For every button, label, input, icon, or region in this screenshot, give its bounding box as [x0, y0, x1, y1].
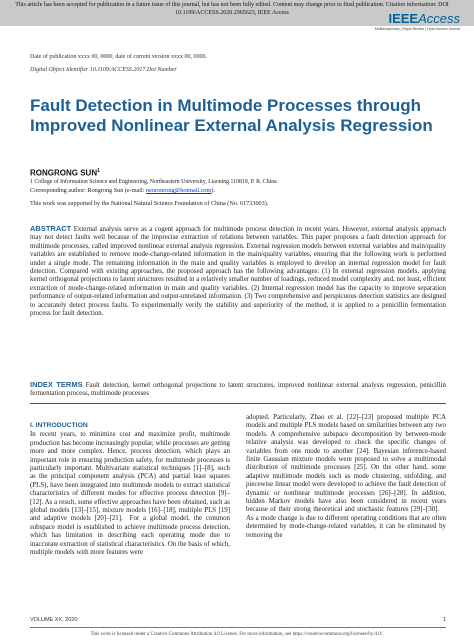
footer-divider	[30, 627, 446, 628]
body-column-right: adopted. Particularly, Zhao et al. [22]–[23] proposed multiple PCA models and multiple PLS models based on similarities between any two models. A comprehensive subspace decomposition by between-mode relative analysis was developed to check the specific changes of variables from one mode to another [24]. Bayesian inference-based finite Gaussian mixture models were proposed to solve a multimodal distribution of multimode processes [25]. On the other hand, some adaptive multimode models such as mode clustering, unfolding, and piecewise linear model were developed to achieve the fault detection of dynamic or nonlinear multimode processes [26]–[28]. In addition, hidden Markov models have also been considered in recent years because of their strong theoretical and stochastic features [29]–[30]. As a mode change is due to different operating conditions that are often determined by mode-change-related variables, it can be eliminated by removing the	[246, 414, 446, 539]
notice-line-2: 10.1109/ACCESS.2020.2965623, IEEE Access	[175, 10, 289, 16]
license-notice: This work is licensed under a Creative Commons Attribution 4.0 License. For more information, see https://creativecommons.org/licenses/by/4.0/.	[90, 632, 384, 637]
author-affil-mark: 1	[97, 168, 100, 174]
index-terms-heading: INDEX TERMS	[30, 380, 83, 389]
abstract-text: External analysis serve as a cogent approach for multimode process detection in recent years. However, external analysis approach may not detect faults well because of the imprecise extraction of relations between variables. This paper proposes a fault detection approach for multimode processes, called improved nonlinear external analysis regression. External regression models between external variables and main/quality variables are established to remove mode-change-related information in the main/quality variables, ensuring that the following work is performed under a single mode. The remaining information in the main and quality variables is employed to develop an internal regression model for fault detection. Compared with existing approaches, the proposed approach has the following advantages: (1) In external regression models, applying kernel orthogonal projections to latent structures resulted in a relatively smaller number of loadings, reduced model complexity and, not least, efficient extraction of mode-change-related information in main and quality variables. (2) Internal regression model has the capacity to improve separation performance of output-related information and output-unrelated information. (3) Two comprehensive and perspicuous detection statistics are designed to accurately detect process faults. To experimentally verify the stability and superiority of the method, it is applied to a penicillin fermentation process for fault detection.	[30, 226, 446, 318]
corresponding-suffix: ).	[211, 187, 215, 194]
funding-note: This work was supported by the National Natural Science Foundation of China (No. 61733003).	[30, 200, 269, 207]
column-left-text: In recent years, to minimize cost and maximize profit, multimode production has become increasingly popular, while processes are getting more and more complex. Hence, process detection, which plays an important role in ensuring production safety, for multimode processes is particularly important. Multivariate statistical techniques [1]–[8], such as the principal component analysis (PCA) and partial least squares (PLS), have been integrated into multimode models to extract statistical characteristics of different modes for effective process detection [9]–[12]. As a result, some effective approaches have been obtained, such as global models [13]–[15], mixture models [16]–[18], multiple PLS [19] and adaptive models [20]–[21]. For a global model, the common subspace model is established to achieve multimode process detection, which has limitation in describing each operating mode due to inaccurate extraction of statistical characteristics. On the basis of which, multiple models with more features were	[30, 431, 230, 557]
footer-page-number: 1	[442, 617, 446, 623]
corresponding-author	[30, 187, 215, 195]
journal-logo	[375, 10, 460, 31]
author-affiliation: 1 College of Information Science and Engineering, Northeastern University, Liaoning 110819, P. R. China	[30, 179, 277, 185]
section-heading-introduction: I. INTRODUCTION	[30, 422, 88, 429]
logo-access: Access	[418, 11, 460, 26]
abstract-block	[30, 225, 446, 318]
body-column-left	[30, 422, 230, 558]
section-divider	[30, 403, 446, 404]
corresponding-prefix: Corresponding author: Rongrong Sun (e-mail:	[30, 187, 147, 194]
doi-line: Digital Object Identifier 10.1109/ACCESS.2017.Doi Number	[30, 67, 177, 73]
publication-dates: Date of publication xxxx 00, 0000, date of current version xxxx 00, 0000.	[30, 54, 207, 60]
index-terms-block	[30, 381, 446, 399]
abstract-heading: ABSTRACT	[30, 224, 72, 233]
logo-tagline: Multidisciplinary | Rapid Review | Open Access Journal	[374, 27, 460, 31]
author-email-link[interactable]: neuronrong@hotmail.com	[146, 187, 212, 194]
logo-ieee: IEEE	[388, 11, 419, 26]
author-name-text: RONGRONG SUN	[30, 168, 98, 178]
footer-volume: VOLUME XX, 2020	[30, 617, 78, 623]
author-name	[30, 168, 100, 178]
index-terms-text: Fault detection, kernel orthogonal projections to latent structures, improved nonlinear external analysis regression, penicillin fermentation process, multimode processes	[30, 382, 446, 398]
paper-title: Fault Detection in Multimode Processes through Improved Nonlinear External Analysis Regression	[30, 96, 433, 135]
notice-line-1: This article has been accepted for publication in a future issue of this journal, but has not been fully edited. Content may change prior to final publication. Citation information: DOI	[15, 2, 449, 8]
